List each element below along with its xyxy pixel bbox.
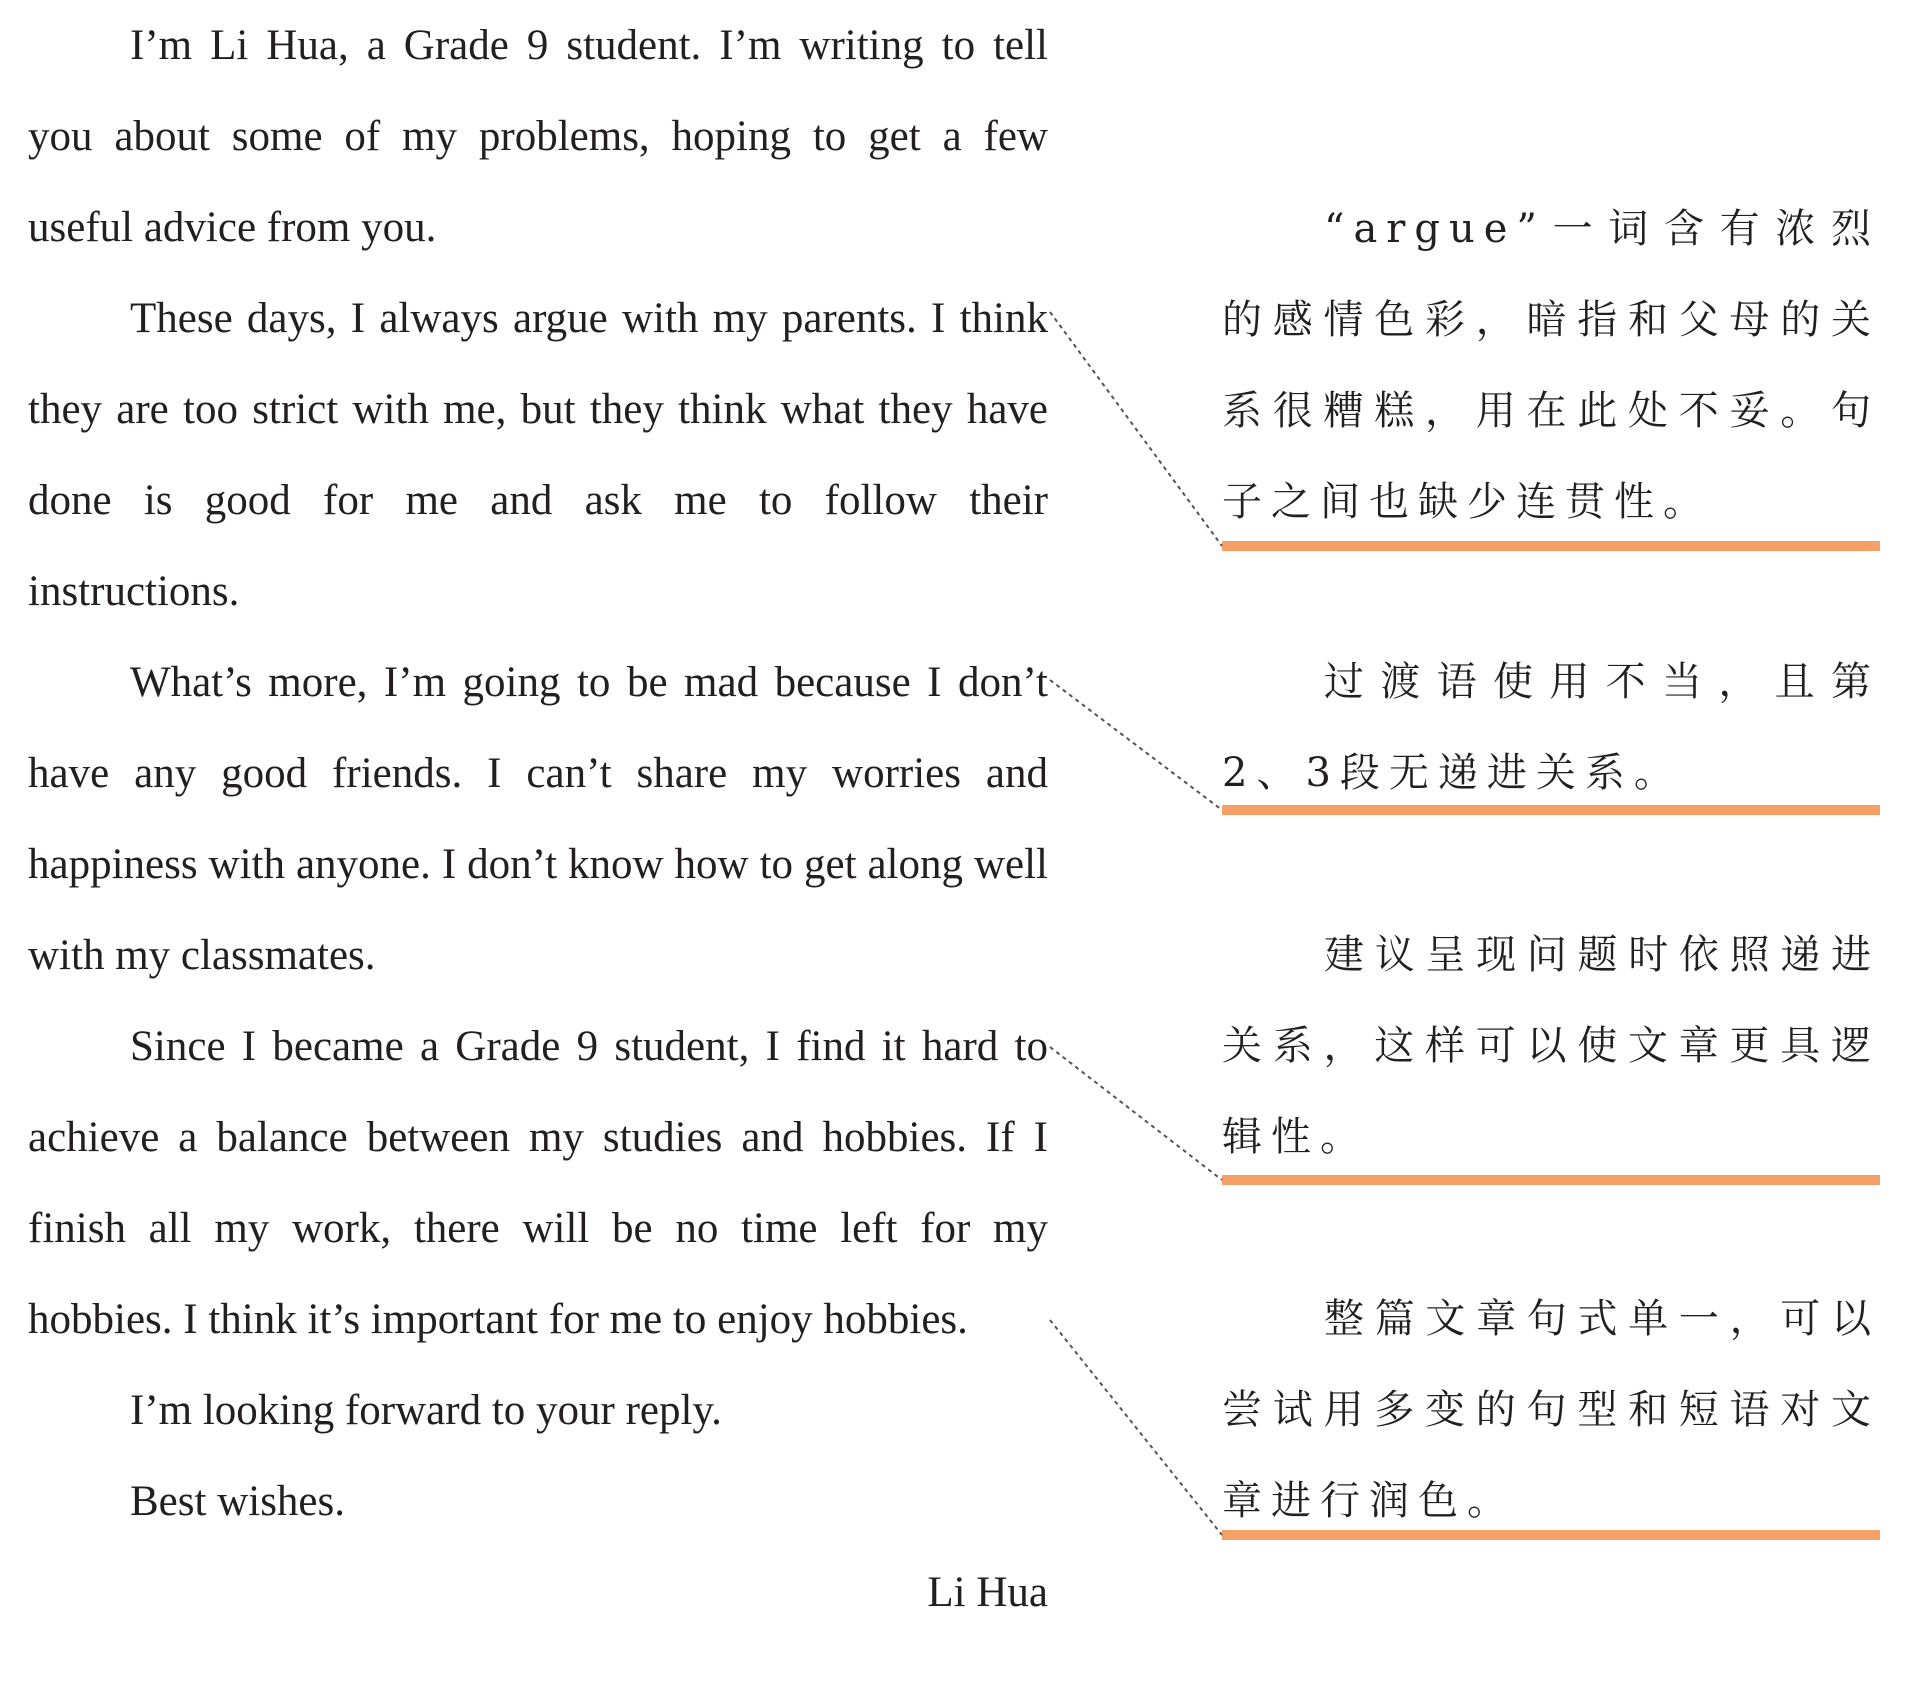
annotation-2-underline <box>1222 805 1880 815</box>
connector-line-3 <box>1050 1047 1222 1180</box>
essay-wishes: Best wishes. <box>130 1478 345 1525</box>
essay-paragraph-parents: These days, I always argue with my parents. I think they are too strict with me, but they think what they have done is good for me and ask me to follow their instructions. <box>28 295 1048 615</box>
annotation-1-underline <box>1222 541 1880 551</box>
annotation-4: 整篇文章句式单一，可以尝试用多变的句型和短语对文章进行润色。 <box>1222 1296 1880 1524</box>
connector-line-1 <box>1050 312 1222 546</box>
essay-body <box>28 0 1048 1638</box>
annotation-3: 建议呈现问题时依照递进关系，这样可以使文章更具逻辑性。 <box>1222 932 1880 1160</box>
connector-line-4 <box>1050 1320 1222 1535</box>
essay-paragraph-hobbies: Since I became a Grade 9 student, I find it hard to achieve a balance between my studies and hobbies. If I finish all my work, there will be no time left for my hobbies. I think it’s important for me to enjoy hobbies. <box>28 1023 1048 1343</box>
essay-paragraph-friends: What’s more, I’m going to be mad because I don’t have any good friends. I can’t share my worries and happiness with anyone. I don’t know how to get along well with my classmates. <box>28 659 1048 979</box>
annotation-1: “argue”一词含有浓烈的感情色彩，暗指和父母的关系很糟糕，用在此处不妥。句子之间也缺少连贯性。 <box>1222 206 1880 525</box>
essay-paragraph-intro: I’m Li Hua, a Grade 9 student. I’m writing to tell you about some of my problems, hoping to get a few useful advice from you. <box>28 22 1048 251</box>
annotation-2: 过渡语使用不当，且第2、3段无递进关系。 <box>1222 659 1880 796</box>
annotation-4-underline <box>1222 1530 1880 1540</box>
annotation-3-underline <box>1222 1175 1880 1185</box>
essay-signature: Li Hua <box>927 1569 1048 1616</box>
essay-closing: I’m looking forward to your reply. <box>130 1387 722 1434</box>
connector-line-2 <box>1050 680 1222 810</box>
